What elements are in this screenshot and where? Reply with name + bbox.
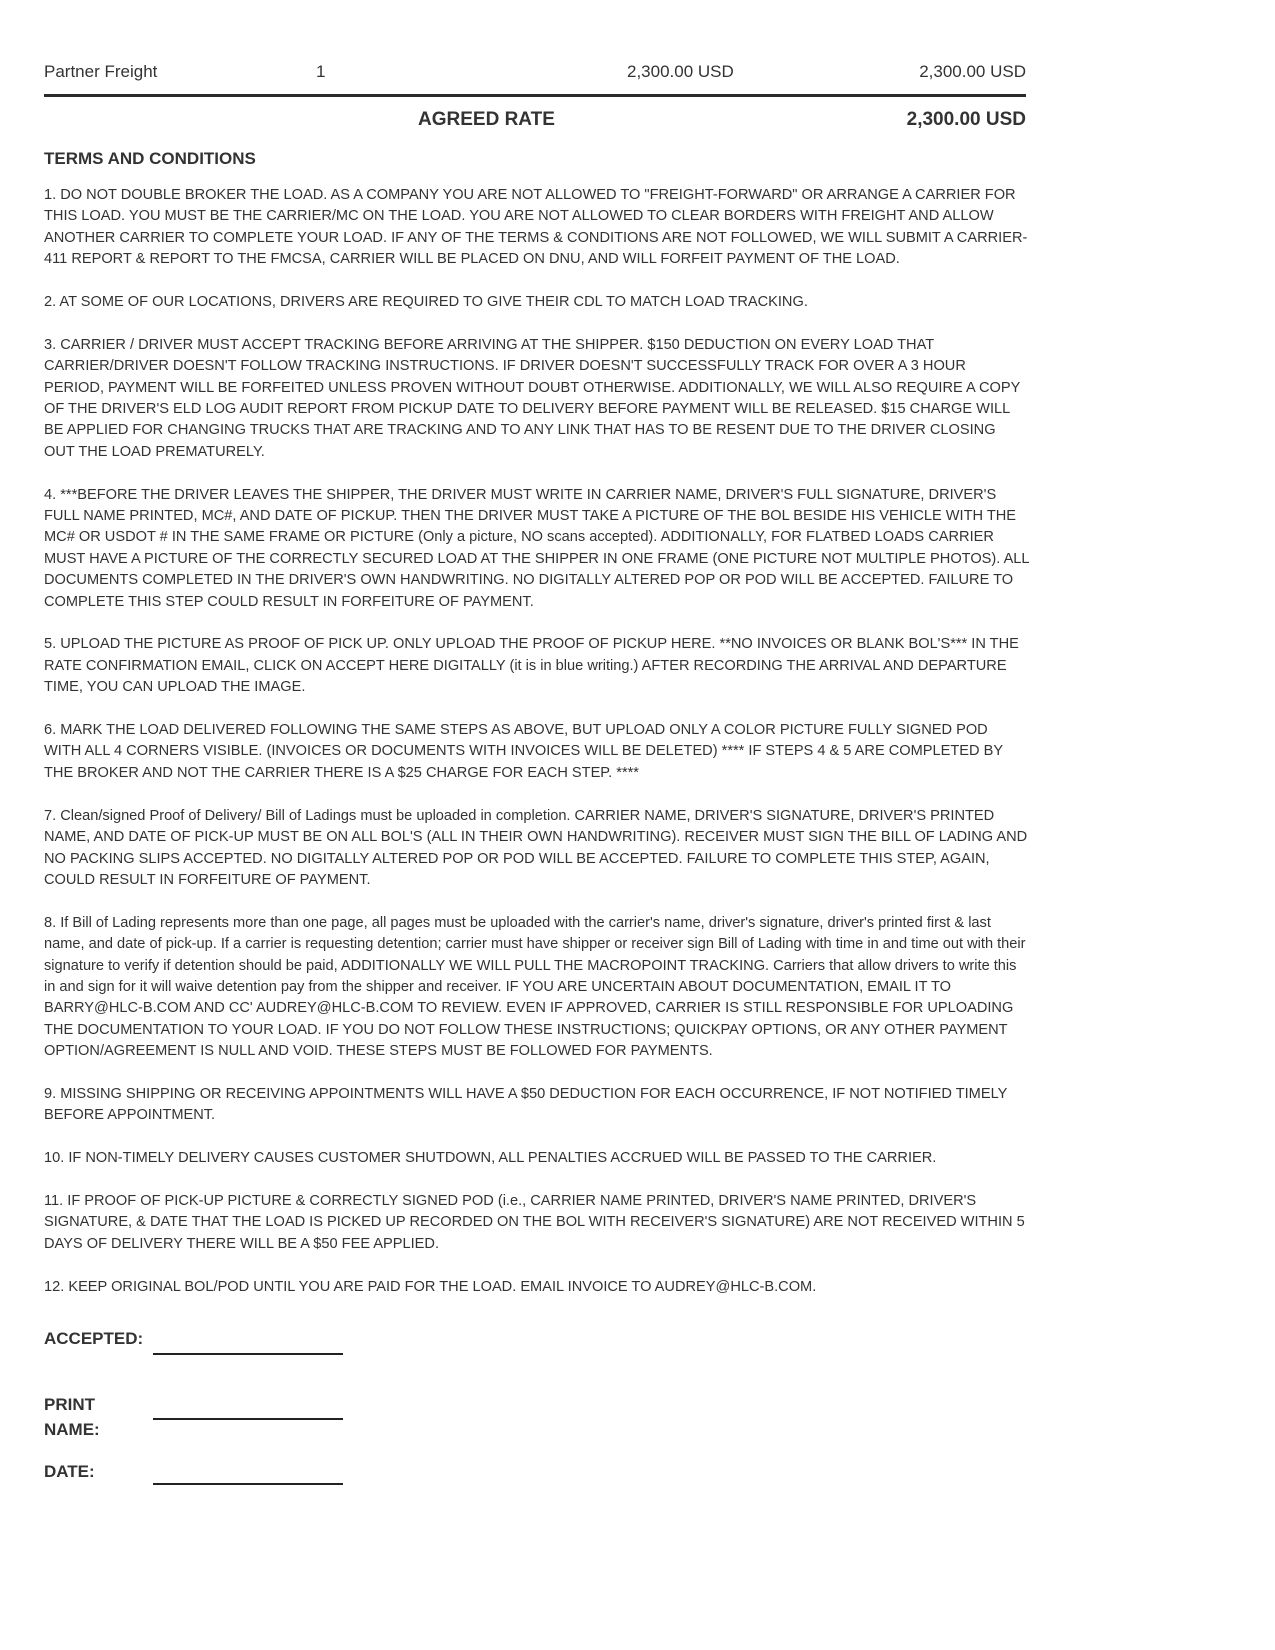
terms-heading: TERMS AND CONDITIONS (44, 149, 256, 168)
charge-line-row (44, 62, 1026, 84)
term-item: 5. UPLOAD THE PICTURE AS PROOF OF PICK UP. ONLY UPLOAD THE PROOF OF PICKUP HERE. **NO INVOICES OR BLANK BOL'S*** IN THE RATE CONFIRMATION EMAIL, CLICK ON ACCEPT HERE DIGITALLY (it is in blue writing.) AFTER RECORDING THE ARRIVAL AND DEPARTURE TIME, YOU CAN UPLOAD THE IMAGE. (44, 636, 1019, 696)
date-line[interactable] (153, 1483, 343, 1485)
terms-list (44, 185, 1029, 1319)
charge-description: Partner Freight (44, 62, 158, 81)
term-item: 7. Clean/signed Proof of Delivery/ Bill of Ladings must be uploaded in completion. CARRIER NAME, DRIVER'S SIGNATURE, DRIVER'S PRINTED NAME, AND DATE OF PICK-UP MUST BE ON ALL BOL'S (ALL IN THEIR OWN HANDWRITING). RECEIVER MUST SIGN THE BILL OF LADING AND NO PACKING SLIPS ACCEPTED. NO DIGITALLY ALTERED POP OR POD WILL BE ACCEPTED. FAILURE TO COMPLETE THIS STEP, AGAIN, COULD RESULT IN FORFEITURE OF PAYMENT. (44, 807, 1028, 888)
term-item: 10. IF NON-TIMELY DELIVERY CAUSES CUSTOMER SHUTDOWN, ALL PENALTIES ACCRUED WILL BE PASSED TO THE CARRIER. (44, 1150, 937, 1167)
agreed-rate-row (44, 109, 1026, 135)
term-item: 4. ***BEFORE THE DRIVER LEAVES THE SHIPPER, THE DRIVER MUST WRITE IN CARRIER NAME, DRIVER'S FULL SIGNATURE, DRIVER'S FULL NAME PRINTED, MC#, AND DATE OF PICKUP. THEN THE DRIVER MUST TAKE A PICTURE OF THE BOL BESIDE HIS VEHICLE WITH THE MC# OR USDOT # IN THE SAME FRAME OR PICTURE (Only a picture, NO scans accepted). ADDITIONALLY, FOR FLATBED LOADS CARRIER MUST HAVE A PICTURE OF THE CORRECTLY SECURED LOAD AT THE SHIPPER IN ONE FRAME (ONE PICTURE NOT MULTIPLE PHOTOS). ALL DOCUMENTS COMPLETED IN THE DRIVER'S OWN HANDWRITING. NO DIGITALLY ALTERED POP OR POD WILL BE ACCEPTED. FAILURE TO COMPLETE THIS STEP COULD RESULT IN FORFEITURE OF PAYMENT. (44, 486, 1029, 610)
term-item: 8. If Bill of Lading represents more than one page, all pages must be uploaded with the carrier's name, driver's signature, driver's printed first & last name, and date of pick-up. If a carrier is requesting detention; carrier must have shipper or receiver sign Bill of Lading with time in and time out with their signature to verify if detention should be paid, ADDITIONALLY WE WILL PULL THE MACROPOINT TRACKING. Carriers that allow drivers to write this in and sign for it will waive detention pay from the shipper and receiver. IF YOU ARE UNCERTAIN ABOUT DOCUMENTATION, EMAIL IT TO BARRY@HLC-B.COM AND CC' AUDREY@HLC-B.COM TO REVIEW. EVEN IF APPROVED, CARRIER IS STILL RESPONSIBLE FOR UPLOADING THE DOCUMENTATION TO YOUR LOAD. IF YOU DO NOT FOLLOW THESE INSTRUCTIONS; QUICKPAY OPTIONS, OR ANY OTHER PAYMENT OPTION/AGREEMENT IS NULL AND VOID. THESE STEPS MUST BE FOLLOWED FOR PAYMENTS. (44, 914, 1026, 1060)
agreed-rate-label: AGREED RATE (418, 109, 555, 130)
term-item: 1. DO NOT DOUBLE BROKER THE LOAD. AS A COMPANY YOU ARE NOT ALLOWED TO "FREIGHT-FORWARD" OR ARRANGE A CARRIER FOR THIS LOAD. YOU MUST BE THE CARRIER/MC ON THE LOAD. YOU ARE NOT ALLOWED TO CLEAR BORDERS WITH FREIGHT AND ALLOW ANOTHER CARRIER TO COMPLETE YOUR LOAD. IF ANY OF THE TERMS & CONDITIONS ARE NOT FOLLOWED, WE WILL SUBMIT A CARRIER-411 REPORT & REPORT TO THE FMCSA, CARRIER WILL BE PLACED ON DNU, AND WILL FORFEIT PAYMENT OF THE LOAD. (44, 187, 1028, 268)
charge-quantity: 1 (316, 62, 326, 81)
accepted-signature-line[interactable] (153, 1353, 343, 1355)
term-item: 3. CARRIER / DRIVER MUST ACCEPT TRACKING BEFORE ARRIVING AT THE SHIPPER. $150 DEDUCTION ON EVERY LOAD THAT CARRIER/DRIVER DOESN'T FOLLOW TRACKING INSTRUCTIONS. IF DRIVER DOESN'T SUCCESSFULLY TRACK FOR OVER A 3 HOUR PERIOD, PAYMENT WILL BE FORFEITED UNLESS PROVEN WITHOUT DOUBT OTHERWISE. ADDITIONALLY, WE WILL ALSO REQUIRE A COPY OF THE DRIVER'S ELD LOG AUDIT REPORT FROM PICKUP DATE TO DELIVERY BEFORE PAYMENT WILL BE RELEASED. $15 CHARGE WILL BE APPLIED FOR CHANGING TRUCKS THAT ARE TRACKING AND TO ANY LINK THAT HAS TO BE RESENT DUE TO THE DRIVER CLOSING OUT THE LOAD PREMATURELY. (44, 336, 1021, 460)
term-item: 2. AT SOME OF OUR LOCATIONS, DRIVERS ARE REQUIRED TO GIVE THEIR CDL TO MATCH LOAD TRACKING. (44, 294, 808, 311)
term-item: 9. MISSING SHIPPING OR RECEIVING APPOINTMENTS WILL HAVE A $50 DEDUCTION FOR EACH OCCURRENCE, IF NOT NOTIFIED TIMELY BEFORE APPOINTMENT. (44, 1085, 1008, 1124)
date-label: DATE: (44, 1462, 95, 1481)
accepted-label: ACCEPTED: (44, 1329, 144, 1348)
charge-amount: 2,300.00 USD (919, 62, 1026, 81)
term-item: 12. KEEP ORIGINAL BOL/POD UNTIL YOU ARE PAID FOR THE LOAD. EMAIL INVOICE TO AUDREY@HLC-B.COM. (44, 1278, 817, 1295)
print-name-line[interactable] (153, 1418, 343, 1420)
print-name-label: PRINT NAME: (44, 1395, 100, 1439)
totals-divider (44, 94, 1026, 97)
term-item: 11. IF PROOF OF PICK-UP PICTURE & CORRECTLY SIGNED POD (i.e., CARRIER NAME PRINTED, DRIVER'S NAME PRINTED, DRIVER'S SIGNATURE, & DATE THAT THE LOAD IS PICKED UP RECORDED ON THE BOL WITH RECEIVER'S SIGNATURE) ARE NOT RECEIVED WITHIN 5 DAYS OF DELIVERY THERE WILL BE A $50 FEE APPLIED. (44, 1192, 1025, 1252)
agreed-rate-value: 2,300.00 USD (906, 109, 1026, 130)
term-item: 6. MARK THE LOAD DELIVERED FOLLOWING THE SAME STEPS AS ABOVE, BUT UPLOAD ONLY A COLOR PICTURE FULLY SIGNED POD WITH ALL 4 CORNERS VISIBLE. (INVOICES OR DOCUMENTS WITH INVOICES WILL BE DELETED) **** IF STEPS 4 & 5 ARE COMPLETED BY THE BROKER AND NOT THE CARRIER THERE IS A $25 CHARGE FOR EACH STEP. **** (44, 722, 1003, 781)
charge-rate: 2,300.00 USD (627, 62, 734, 81)
